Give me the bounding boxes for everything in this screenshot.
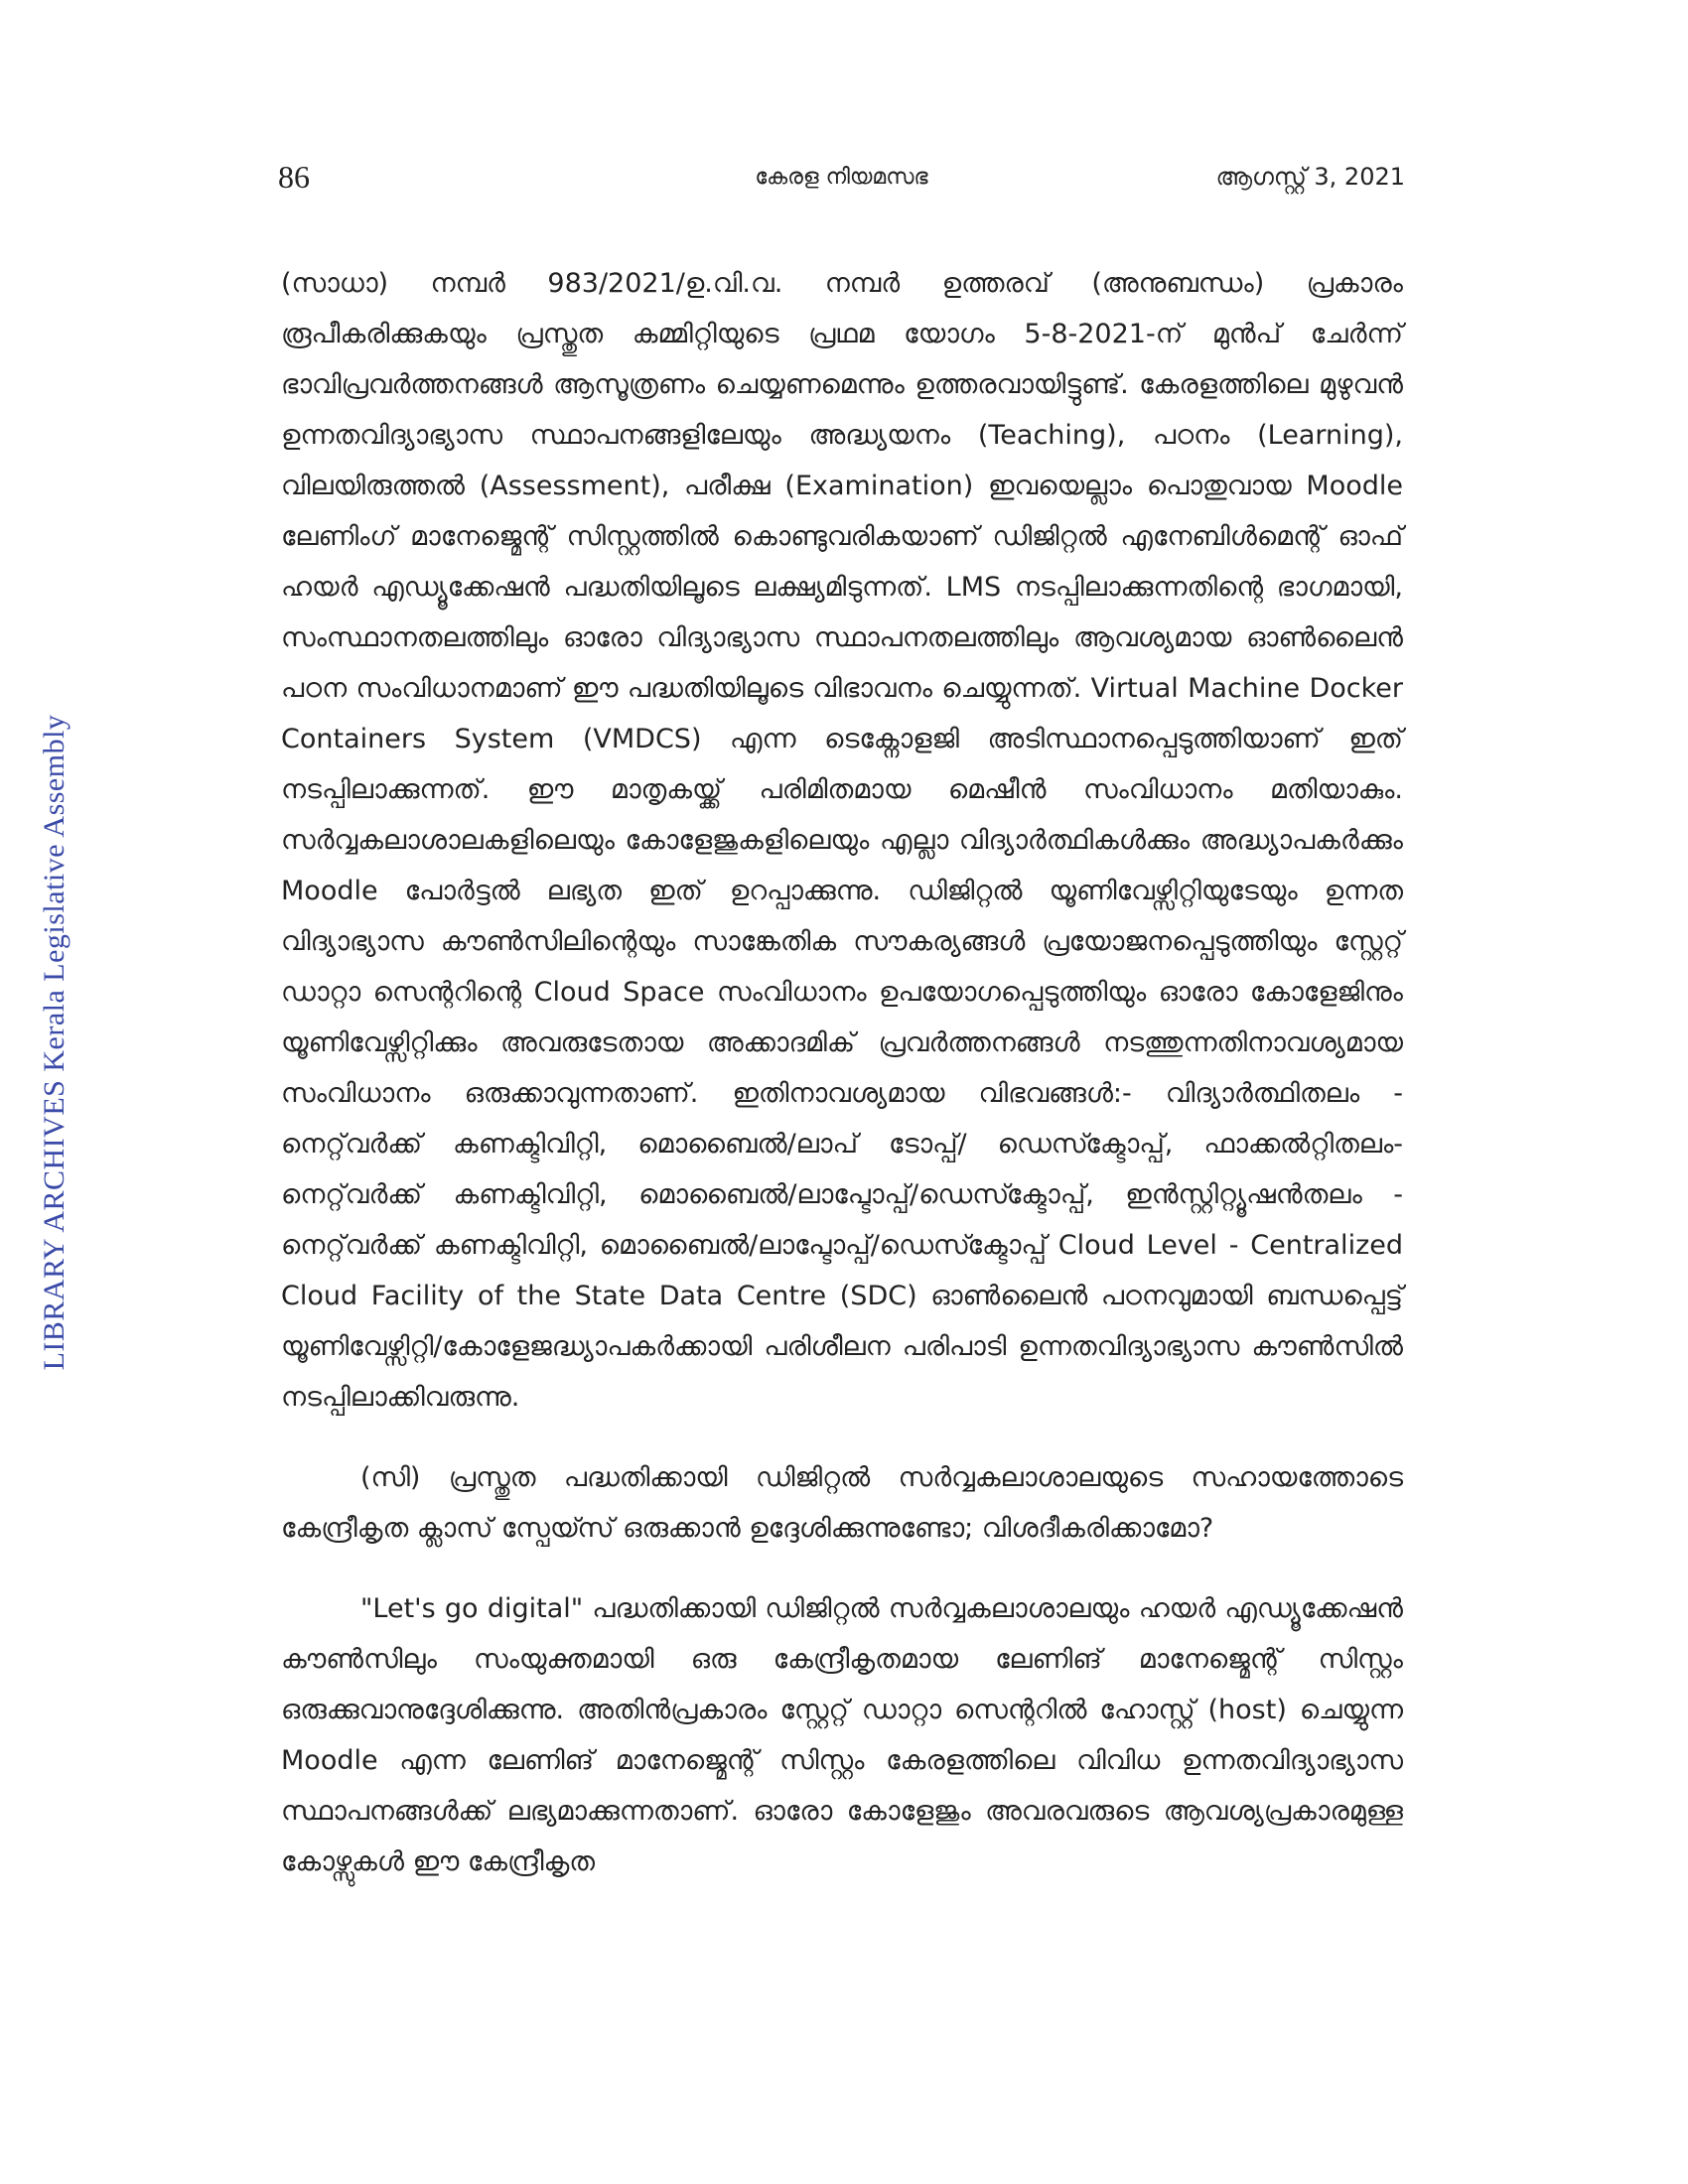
header-date: ആഗസ്റ്റ് 3, 2021 [1215,163,1405,191]
answer-paragraph: "Let's go digital" പദ്ധതിക്കായി ഡിജിറ്റൽ സർവ്വകലാശാലയും ഹയർ എഡ്യൂക്കേഷൻ കൗൺസിലും സംയുക്തമായി ഒരു കേന്ദ്രീകൃതമായ ലേണിങ് മാനേജ്മെന്റ് സിസ്റ്റം ഒരുക്കുവാനുദ്ദേശിക്കുന്നു. അതിൻപ്രകാരം സ്റ്റേറ്റ് ഡാറ്റാ സെന്ററിൽ ഹോസ്റ്റ് (host) ചെയ്യുന്ന Moodle എന്ന ലേണിങ് മാനേജ്മെന്റ് സിസ്റ്റം കേരളത്തിലെ വിവിധ ഉന്നതവിദ്യാഭ്യാസ സ്ഥാപനങ്ങൾക്ക് ലഭ്യമാക്കുന്നതാണ്. ഓരോ കോളേജും അവരവരുടെ ആവശ്യപ്രകാരമുള്ള കോഴ്സുകൾ ഈ കേന്ദ്രീകൃത [281,1593,1403,1877]
document-body [281,258,1403,1887]
body-paragraph: (സാധാ) നമ്പർ 983/2021/ഉ.വി.വ. നമ്പർ ഉത്തരവ് (അനുബന്ധം) പ്രകാരം രൂപീകരിക്കുകയും പ്രസ്തുത കമ്മിറ്റിയുടെ പ്രഥമ യോഗം 5-8-2021-ന് മുൻപ് ചേർന്ന് ഭാവിപ്രവർത്തനങ്ങൾ ആസൂത്രണം ചെയ്യണമെന്നും ഉത്തരവായിട്ടുണ്ട്. കേരളത്തിലെ മുഴുവൻ ഉന്നതവിദ്യാഭ്യാസ സ്ഥാപനങ്ങളിലേയും അദ്ധ്യയനം (Teaching), പഠനം (Learning), വിലയിരുത്തൽ (Assessment), പരീക്ഷ (Examination) ഇവയെല്ലാം പൊതുവായ Moodle ലേണിംഗ് മാനേജ്മെന്റ് സിസ്റ്റത്തിൽ കൊണ്ടുവരികയാണ് ഡിജിറ്റൽ എനേബിൾമെന്റ് ഓഫ് ഹയർ എഡ്യൂക്കേഷൻ പദ്ധതിയിലൂടെ ലക്ഷ്യമിടുന്നത്. LMS നടപ്പിലാക്കുന്നതിന്റെ ഭാഗമായി, സംസ്ഥാനതലത്തിലും ഓരോ വിദ്യാഭ്യാസ സ്ഥാപനതലത്തിലും ആവശ്യമായ ഓൺലൈൻ പഠന സംവിധാനമാണ് ഈ പദ്ധതിയിലൂടെ വിഭാവനം ചെയ്യുന്നത്. Virtual Machine Docker Containers System (VMDCS) എന്ന ടെക്നോളജി അടിസ്ഥാനപ്പെടുത്തിയാണ് ഇത് നടപ്പിലാക്കുന്നത്. ഈ മാതൃകയ്ക്ക് പരിമിതമായ മെഷീൻ സംവിധാനം മതിയാകും. സർവ്വകലാശാലകളിലെയും കോളേജുകളിലെയും എല്ലാ വിദ്യാർത്ഥികൾക്കും അദ്ധ്യാപകർക്കും Moodle പോർട്ടൽ ലഭ്യത ഇത് ഉറപ്പാക്കുന്നു. ഡിജിറ്റൽ യൂണിവേഴ്സിറ്റിയുടേയും ഉന്നത വിദ്യാഭ്യാസ കൗൺസിലിന്റെയും സാങ്കേതിക സൗകര്യങ്ങൾ പ്രയോജനപ്പെടുത്തിയും സ്റ്റേറ്റ് ഡാറ്റാ സെന്ററിന്റെ Cloud Space സംവിധാനം ഉപയോഗപ്പെടുത്തിയും ഓരോ കോളേജിനും യൂണിവേഴ്സിറ്റിക്കും അവരുടേതായ അക്കാദമിക് പ്രവർത്തനങ്ങൾ നടത്തുന്നതിനാവശ്യമായ സംവിധാനം ഒരുക്കാവുന്നതാണ്. ഇതിനാവശ്യമായ വിഭവങ്ങൾ:- വിദ്യാർത്ഥിതലം - നെറ്റ്‌വർക്ക് കണക്ടിവിറ്റി, മൊബൈൽ/ലാപ് ടോപ്പ്/ ഡെസ്ക്ടോപ്പ്, ഫാക്കൽറ്റിതലം- നെറ്റ്‌വർക്ക് കണക്ടിവിറ്റി, മൊബൈൽ/ലാപ്ടോപ്പ്/ഡെസ്ക്ടോപ്പ്, ഇൻസ്റ്റിറ്റ്യൂഷൻതലം - നെറ്റ്‌വർക്ക് കണക്ടിവിറ്റി, മൊബൈൽ/ലാപ്ടോപ്പ്/ഡെസ്ക്ടോപ്പ് Cloud Level - Centralized Cloud Facility of the State Data Centre (SDC) ഓൺലൈൻ പഠനവുമായി ബന്ധപ്പെട്ട് യൂണിവേഴ്സിറ്റി/കോളേജദ്ധ്യാപകർക്കായി പരിശീലന പരിപാടി ഉന്നതവിദ്യാഭ്യാസ കൗൺസിൽ നടപ്പിലാക്കിവരുന്നു. [281,268,1403,1413]
archive-watermark: LIBRARY ARCHIVES Kerala Legislative Assembly [38,714,70,1371]
page-header [278,159,1405,199]
header-title: കേരള നിയമസഭ [755,165,928,190]
question-paragraph: (സി) പ്രസ്തുത പദ്ധതിക്കായി ഡിജിറ്റൽ സർവ്വകലാശാലയുടെ സഹായത്തോടെ കേന്ദ്രീകൃത ക്ലാസ് സ്പേയ്സ് ഒരുക്കാൻ ഉദ്ദേശിക്കുന്നുണ്ടോ; വിശദീകരിക്കാമോ? [281,1462,1403,1544]
page-number: 86 [278,159,310,195]
